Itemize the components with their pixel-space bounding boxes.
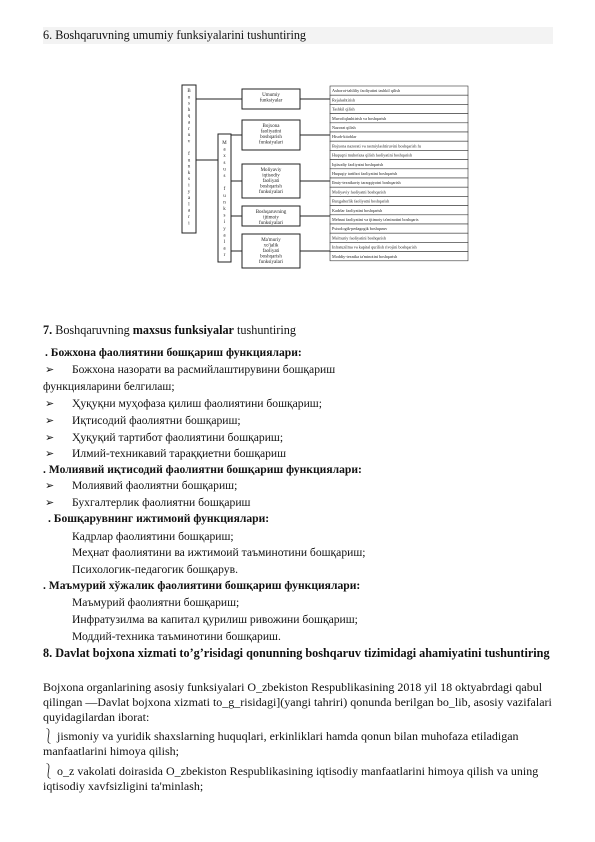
diagram-vertical-letter: x — [223, 154, 226, 160]
diagram-box-label: faoliyatini — [260, 129, 282, 135]
diagram-vertical-letter: r — [188, 126, 190, 132]
diagram-vertical-letter: y — [187, 189, 191, 195]
section-3-title: . Бошқарувнинг ижтимоий функциялари: — [48, 512, 270, 525]
diagram-vertical-letter: u — [187, 158, 191, 164]
diagram-vertical-letter: f — [188, 152, 190, 157]
diagram-item-label: Bojxona nazorati va rasmiylashtiruvini boshqarish fu — [332, 143, 421, 149]
diagram-box-label: funksiyalari — [259, 140, 283, 146]
diagram-box-label: funksiyalar — [259, 98, 283, 104]
section-2-title: . Молиявий иқтисодий фаолиятни бошқариш функциялари: — [43, 463, 362, 476]
diagram-box-label: funksiyalari — [259, 260, 283, 265]
diagram-vertical-letter: a — [223, 147, 226, 153]
question-7-pre: Boshqaruvning — [52, 323, 133, 337]
diagram-item-label: Moliyaviy faoliyatni boshqarish — [332, 189, 386, 195]
diagram-vertical-letter: f — [223, 187, 226, 193]
diagram-item-label: Tashkil qilish — [332, 106, 355, 112]
diagram-vertical-letter: a — [187, 120, 191, 126]
question-8-item-text: jismoniy va yuridik shaxslarning huquqlari, erkinliklari hamda qonun bilan muhofaza etiladigan manfaatlarini himoya qilish; — [43, 729, 519, 758]
section-1-title: . Божхона фаолиятини бошқариш функциялари: — [45, 346, 302, 359]
diagram-vertical-letter: u — [223, 167, 226, 173]
diagram-box-label: faoliyati — [262, 179, 280, 184]
diagram-box-label: Moliyaviy — [260, 168, 282, 173]
diagram-vertical-letter: i — [188, 221, 190, 227]
diagram-item-label: Muvofiqlashtirish va boshqarish — [332, 115, 387, 121]
diagram-vertical-letter: a — [187, 208, 191, 214]
list-item: Молиявий фаолиятни бошқариш; — [72, 479, 238, 492]
diagram-box-label: boshqarish — [260, 254, 282, 260]
diagram-box-label: boshqarish — [260, 135, 282, 140]
arrow-bullet-icon: ➢ — [45, 363, 55, 376]
list-item: Божхона назорати ва расмийлаштирувини бошқариш — [72, 363, 336, 376]
diagram-item-label: Axborot-tahliliy faoliyatini tashkil qilish — [332, 88, 401, 94]
diagram-vertical-letter: B — [187, 89, 191, 94]
diagram-box-label: xo'jalik — [263, 243, 279, 249]
question-7-post: tushuntiring — [233, 323, 296, 337]
diagram-box-label: ijtimoiy — [263, 215, 279, 221]
list-item: Илмий-техникавий тараққиетни бошқариш — [72, 447, 287, 460]
diagram-vertical-letter: n — [187, 164, 191, 170]
diagram-box-label: Boshqaruvning — [255, 210, 287, 215]
diagram-vertical-letter: s — [188, 177, 190, 183]
diagram-vertical-letter: s — [223, 160, 226, 166]
diagram-vertical-letter: s — [223, 213, 226, 219]
diagram-vertical-letter: i — [223, 220, 226, 226]
diagram-vertical-letter: l — [223, 240, 226, 245]
arrow-bullet-icon: ➢ — [45, 479, 55, 492]
arrow-bullet-icon: ➢ — [45, 447, 55, 460]
list-item: Моддий-техника таъминотини бошқариш. — [72, 630, 281, 643]
list-item: Маъмурий фаолиятни бошқариш; — [72, 596, 240, 609]
diagram-item-label: Ma'muriy faoliyatini boshqarish — [332, 235, 386, 241]
diagram-vertical-letter: s — [188, 101, 190, 107]
diagram-item-label: Nazorat qilish — [332, 125, 356, 130]
diagram-vertical-letter: r — [223, 253, 226, 259]
diagram-box-label: Umumiy — [262, 93, 280, 98]
list-item: Инфратузилма ва капитал қурилиш ривожини бошқариш; — [72, 613, 358, 626]
question-7-number: 7. — [43, 323, 53, 337]
arrow-bullet-icon: ➢ — [45, 397, 55, 410]
diagram-item-label: Huquqni muhofaza qilish faoliyatini boshqarish — [332, 152, 413, 158]
diagram-vertical-letter: k — [187, 170, 191, 176]
diagram-item-label: Infratuzilma va kapital qurilish rivojini boshqarish — [332, 244, 417, 250]
diagram-box-label: Bojxona — [262, 124, 280, 129]
diagram-vertical-letter: i — [188, 183, 190, 189]
question-6-heading: 6. Boshqaruvning umumiy funksiyalarini tushuntiring — [43, 27, 553, 44]
diagram-item-label: Moddiy-texnika ta'minotini boshqarish — [332, 253, 398, 259]
question-8-heading: 8. Davlat bojxona xizmati to’g’risidagi qonunning boshqaruv tizimidagi ahamiyatini tushuntiring — [43, 646, 550, 660]
diagram-vertical-letter: y — [223, 226, 226, 232]
diagram-item-label: Psixologik-pedagogik boshqaruv — [332, 226, 388, 232]
question-7-bold: maxsus funksiyalar — [132, 323, 234, 337]
diagram-vertical-letter: q — [187, 114, 191, 120]
list-item: Психологик-педагогик бошқарув. — [72, 563, 238, 576]
diagram-vertical-letter: a — [223, 246, 226, 252]
diagram-vertical-letter: h — [187, 107, 191, 113]
diagram-item-label: Ilmiy-texnikaviy taraqqiyotni boshqarish — [332, 180, 401, 186]
question-8-item — [43, 764, 553, 794]
diagram-item-label: Hisob-kitoblar — [332, 134, 357, 140]
diagram-vertical-letter: n — [223, 200, 226, 206]
diagram-vertical-letter: s — [223, 174, 226, 179]
diagram-vertical-letter: k — [223, 207, 226, 212]
diagram-box-label: funksiyalari — [259, 221, 283, 226]
arrow-bullet-icon: ➢ — [45, 496, 55, 509]
list-item: Иқтисодий фаолиятни бошқариш; — [72, 414, 241, 427]
diagram-vertical-letter: u — [187, 133, 191, 139]
diagram-box-label: iqtisodiy — [262, 173, 280, 179]
diagram-vertical-letter: a — [223, 233, 226, 239]
arrow-bullet-icon: ➢ — [45, 431, 55, 444]
diagram-item-label: Iqtisodiy faoliyatni boshqarish — [332, 161, 384, 167]
list-item-wrap: функцияларини белгилаш; — [43, 380, 175, 393]
list-item: Ҳуқуқий тартибот фаолиятини бошқариш; — [72, 431, 284, 444]
diagram-vertical-letter: u — [223, 193, 226, 199]
question-8-item — [43, 729, 553, 759]
arrow-bullet-icon: ➢ — [45, 414, 55, 427]
functions-diagram-svg — [180, 82, 480, 272]
diagram-item-label: Mehnat faoliyatini va ijtimoiy ta'minotini boshqaris — [332, 217, 419, 222]
diagram-vertical-letter: v — [187, 139, 191, 145]
diagram-box-label: boshqarish — [260, 184, 282, 190]
diagram-vertical-letter: l — [188, 202, 190, 208]
bracket-bullet-icon: ⎱ — [43, 763, 54, 780]
question-8-item-text: o_z vakolati doirasida O_zbekiston Respublikasining iqtisodiy manfaatlarini himoya qilish va uning iqtisodiy xavfsizligini ta'minlash; — [43, 764, 539, 793]
list-item: Ҳуқуқни муҳофаза қилиш фаолиятини бошқариш; — [72, 397, 322, 410]
section-4-title: . Маъмурий хўжалик фаолиятини бошқариш функциялари: — [43, 579, 361, 592]
diagram-item-label: Huquqiy tartibot faoliyatini boshqarish — [332, 171, 398, 176]
diagram-box-label: funksiyalari — [259, 190, 283, 195]
diagram-vertical-letter: a — [187, 196, 191, 202]
list-item: Бухгалтерлик фаолиятни бошқариш — [72, 496, 251, 509]
diagram-box-label: Ma'muriy — [261, 238, 281, 243]
question-8-paragraph: Bojxona organlarining asosiy funksiyalari O_zbekiston Respublikasining 2018 yil 18 oktyabrdagi qabul qilingan ―Davlat bojxona xizmati to_g_risidagi](yangi tahriri) qonunda berilgan bo_lib, asosiy vazifalari quyidagilardan iborat: — [43, 680, 552, 724]
list-item: Меҳнат фаолиятини ва ижтимоий таъминотини бошқариш; — [72, 546, 366, 559]
question-7-heading — [43, 323, 296, 338]
functions-diagram — [180, 82, 480, 272]
diagram-vertical-letter: r — [188, 215, 190, 220]
diagram-vertical-letter: M — [222, 141, 227, 146]
diagram-item-label: Kadrlar faoliyatini boshqarish — [332, 207, 383, 213]
bracket-bullet-icon: ⎱ — [43, 728, 54, 745]
diagram-box-label: faoliyati — [262, 249, 280, 254]
diagram-item-label: Buxgalterlik faoliyatni boshqarish — [332, 198, 390, 204]
diagram-vertical-letter: o — [187, 95, 191, 101]
list-item: Кадрлар фаолиятини бошқариш; — [72, 530, 234, 543]
diagram-item-label: Rejalashtirish — [332, 97, 356, 103]
